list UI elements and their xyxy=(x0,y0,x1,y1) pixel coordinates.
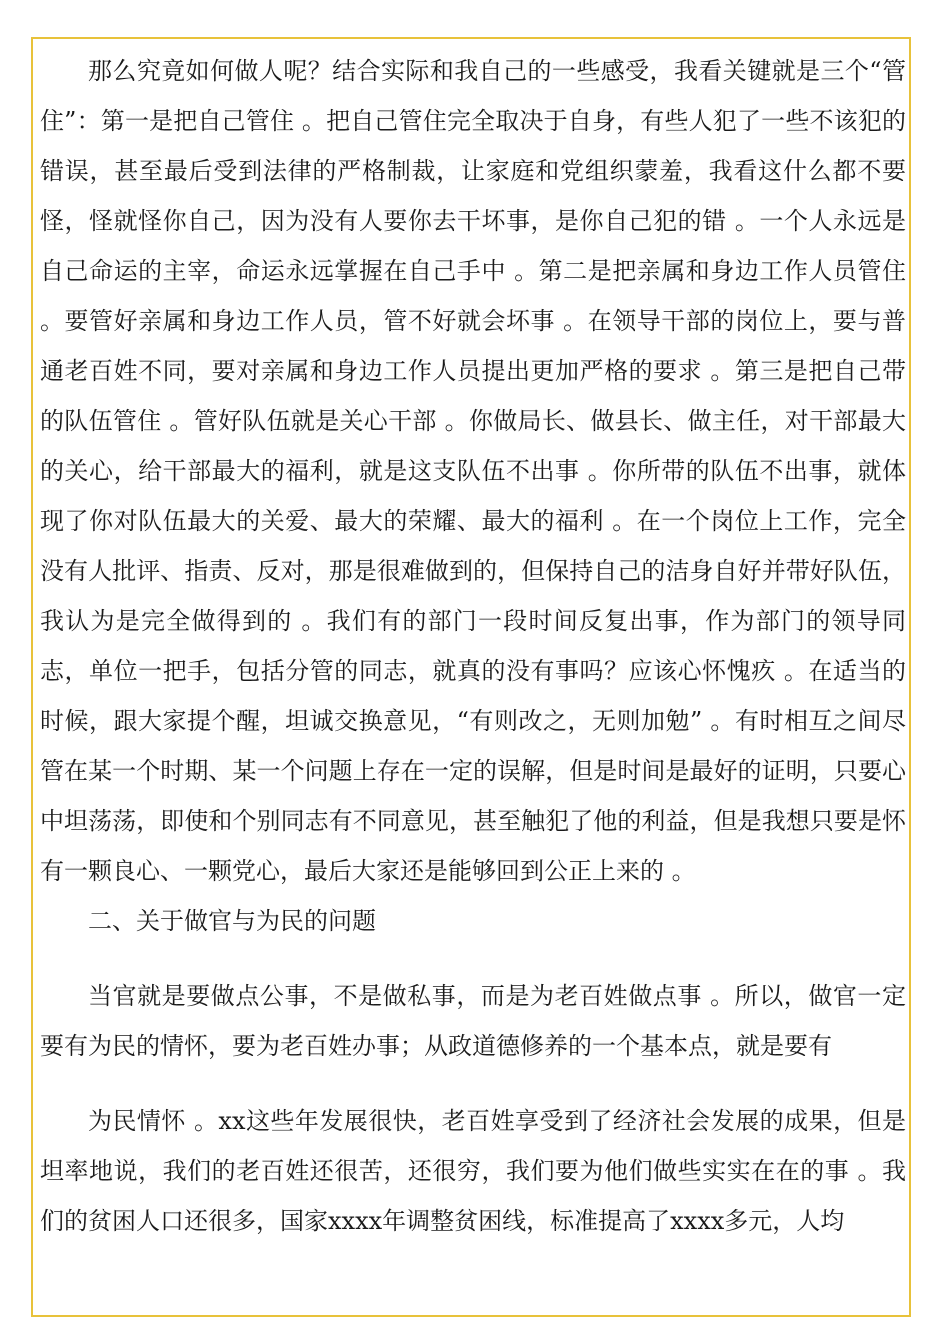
paragraph-how-to-be-a-person: 那么究竟如何做人呢？结合实际和我自己的一些感受，我看关键就是三个“管住”：第一是把自己管住 。把自己管住完全取决于自身，有些人犯了一些不该犯的错误，甚至最后受到法律的严格制裁，让家庭和党组织蒙羞，我看这什么都不要怪，怪就怪你自己，因为没有人要你去干坏事，是你自己犯的错 。一个人永远是自己命运的主宰，命运永远掌握在自己手中 。第二是把亲属和身边工作人员管住 。要管好亲属和身边工作人员，管不好就会坏事 。在领导干部的岗位上，要与普通老百姓不同，要对亲属和身边工作人员提出更加严格的要求 。第三是把自己带的队伍管住 。管好队伍就是关心干部 。你做局长、做县长、做主任，对干部最大的关心，给干部最大的福利，就是这支队伍不出事 。你所带的队伍不出事，就体现了你对队伍最大的关爱、最大的荣耀、最大的福利 。在一个岗位上工作，完全没有人批评、指责、反对，那是很难做到的，但保持自己的洁身自好并带好队伍，我认为是完全做得到的 。我们有的部门一段时间反复出事，作为部门的领导同志，单位一把手，包括分管的同志，就真的没有事吗？应该心怀愧疚 。在适当的时候，跟大家提个醒，坦诚交换意见，“有则改之，无则加勉” 。有时相互之间尽管在某一个时期、某一个问题上存在一定的误解，但是时间是最好的证明，只要心中坦荡荡，即使和个别同志有不同意见，甚至触犯了他的利益，但是我想只要是怀有一颗良心、一颗党心，最后大家还是能够回到公正上来的 。 xyxy=(40,57,906,885)
section-heading: 二、关于做官与为民的问题 xyxy=(88,907,376,935)
paragraph-officials-serve-people: 当官就是要做点公事，不是做私事，而是为老百姓做点事 。所以，做官一定要有为民的情怀，要为老百姓办事；从政道德修养的一个基本点，就是要有 xyxy=(40,982,906,1060)
paragraph-people-feelings: 为民情怀 。xx这些年发展很快，老百姓享受到了经济社会发展的成果，但是坦率地说，我们的老百姓还很苦，还很穷，我们要为他们做些实实在在的事 。我们的贫困人口还很多，国家xxxx年调整贫困线，标准提高了xxxx多元，人均 xyxy=(40,1107,906,1235)
document-body xyxy=(40,46,906,1246)
